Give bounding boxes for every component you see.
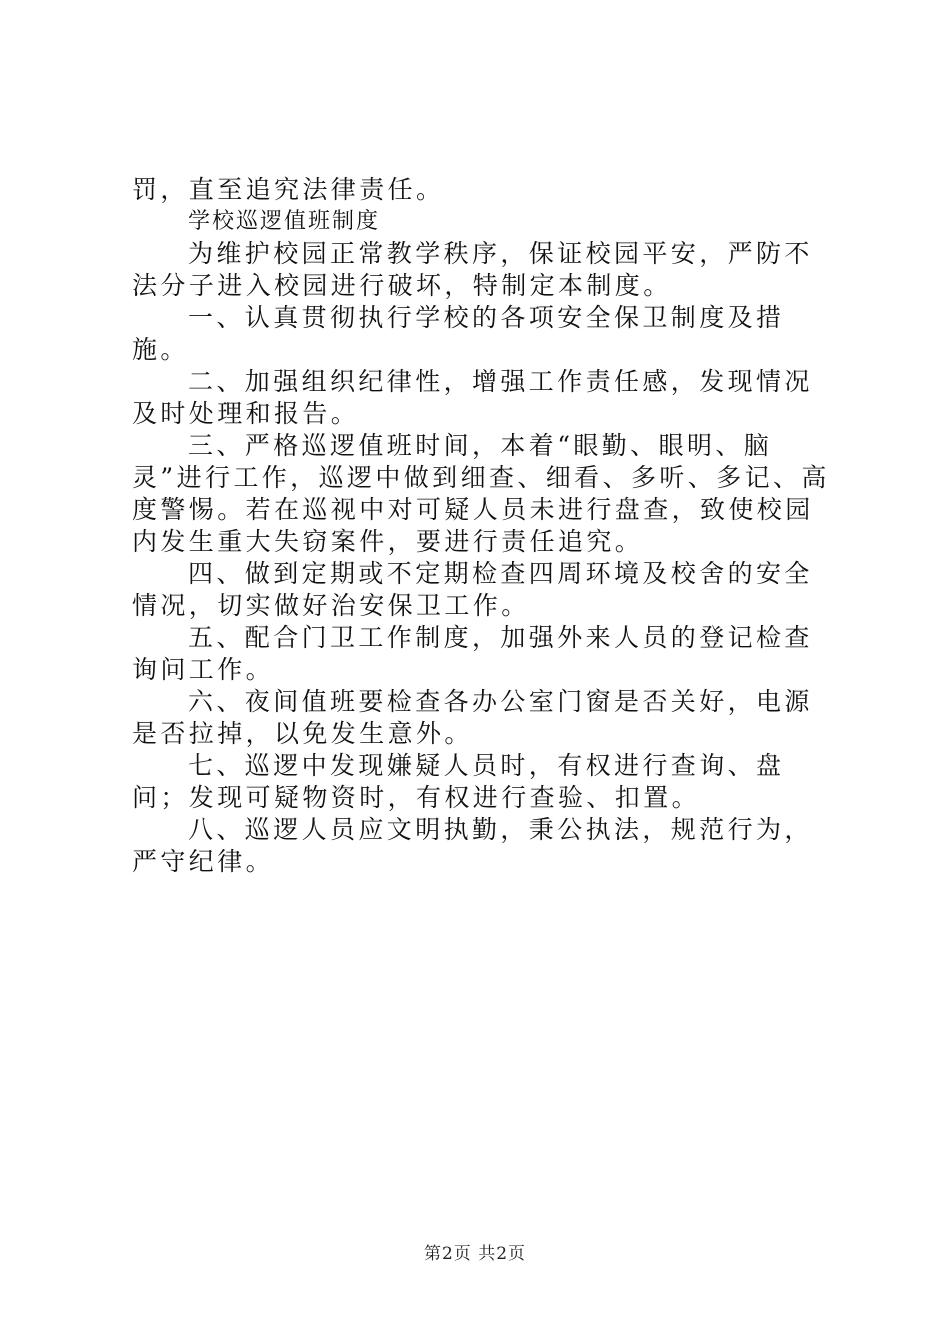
rule-item-8: 八、巡逻人员应文明执勤，秉公执法，规范行为，严守纪律。 — [132, 815, 813, 876]
rule-item-4: 四、做到定期或不定期检查四周环境及校舍的安全情况，切实做好治安保卫工作。 — [132, 559, 813, 620]
intro-paragraph: 为维护校园正常教学秩序，保证校园平安，严防不法分子进入校园进行破坏，特制定本制度。 — [132, 239, 813, 300]
document-title: 学校巡逻值班制度 — [188, 209, 381, 234]
rule-item-5: 五、配合门卫工作制度，加强外来人员的登记检查询问工作。 — [132, 623, 813, 684]
rule-item-7: 七、巡逻中发现嫌疑人员时，有权进行查询、盘问；发现可疑物资时，有权进行查验、扣置。 — [132, 751, 785, 812]
continuation-paragraph: 罚，直至追究法律责任。 — [132, 175, 445, 204]
page-number-footer: 第2页 共2页 — [423, 1244, 527, 1264]
rule-item-1: 一、认真贯彻执行学校的各项安全保卫制度及措施。 — [132, 303, 785, 364]
document-body — [132, 174, 832, 878]
rule-item-3: 三、严格巡逻值班时间，本着“眼勤、眼明、脑灵”进行工作，巡逻中做到细查、细看、多听、多记、高度警惕。若在巡视中对可疑人员未进行盘查，致使校园内发生重大失窃案件，要进行责任追究。 — [132, 431, 830, 556]
rule-item-6: 六、夜间值班要检查各办公室门窗是否关好，电源是否拉掉，以免发生意外。 — [132, 687, 813, 748]
rule-item-2: 二、加强组织纪律性，增强工作责任感，发现情况及时处理和报告。 — [132, 367, 813, 428]
